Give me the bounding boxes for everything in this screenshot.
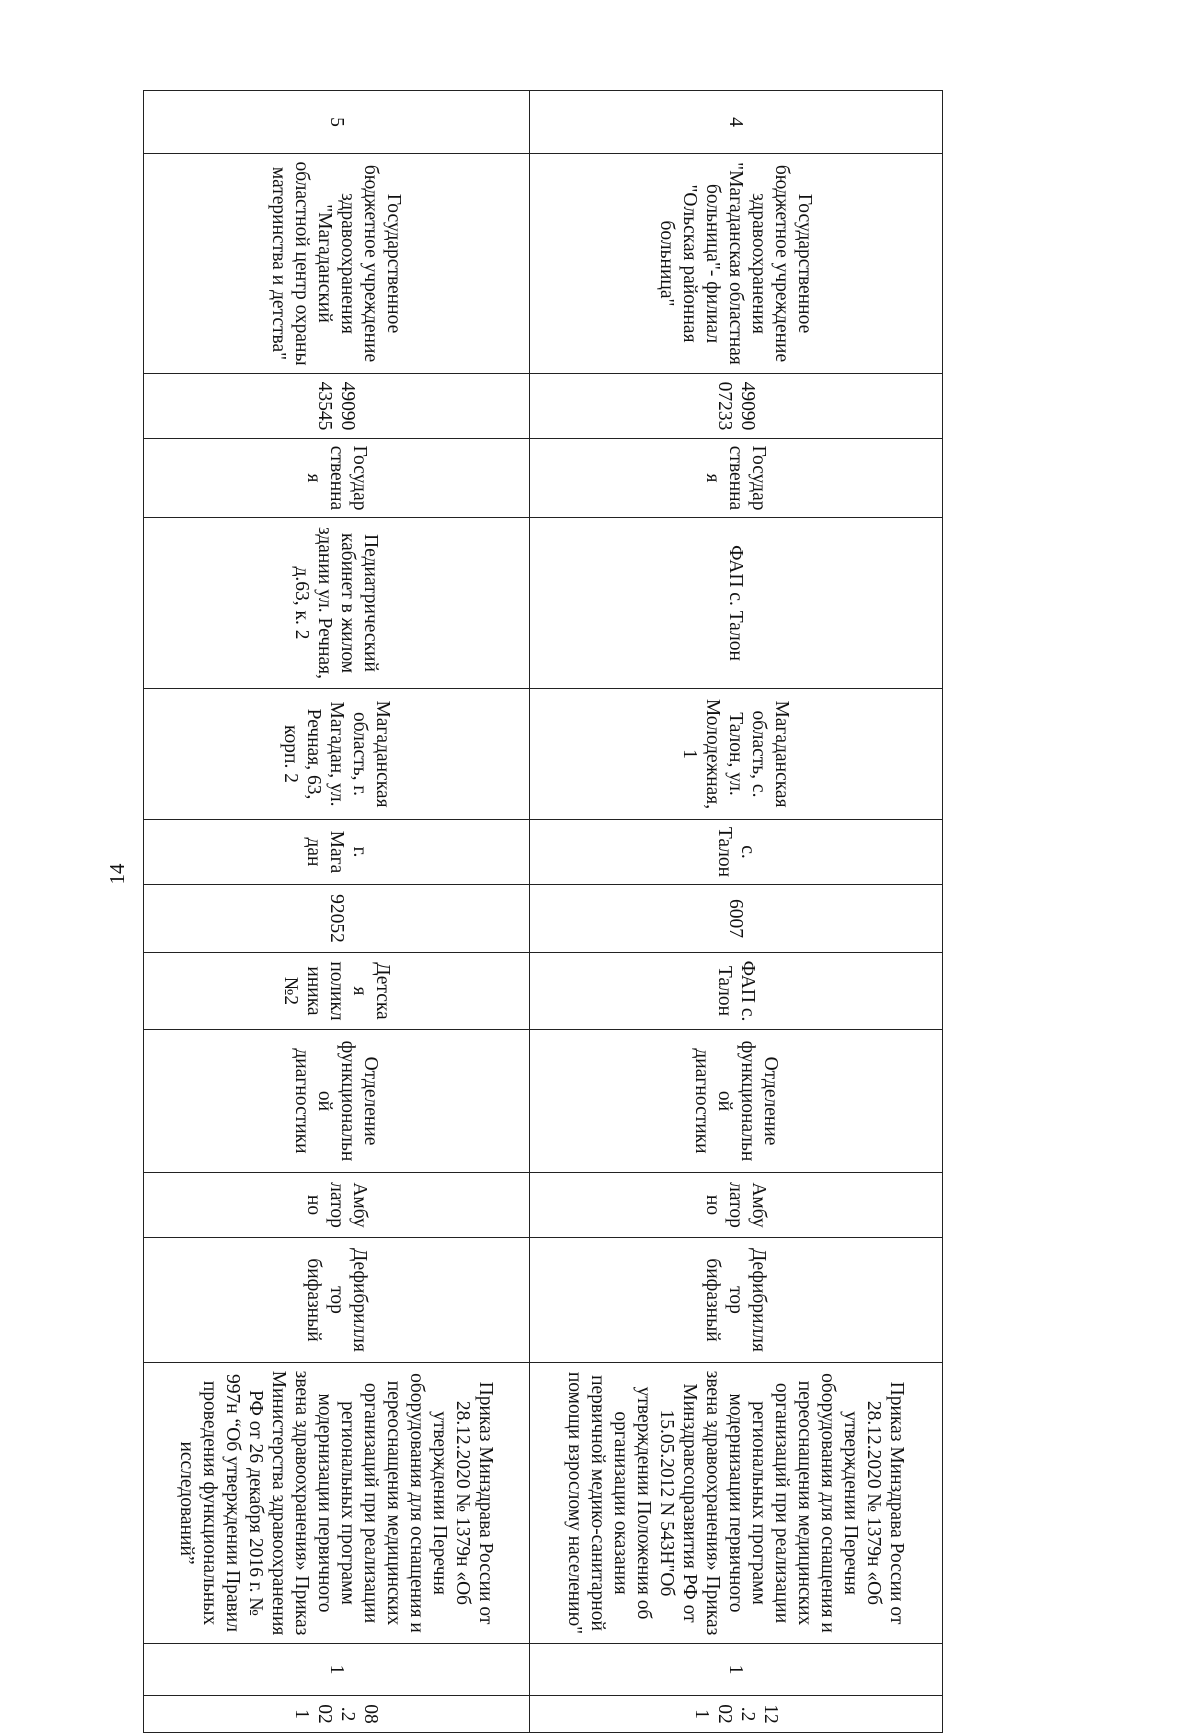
page-number: 14 [105, 863, 129, 885]
department: Отделение функциональной диагностики [529, 1030, 942, 1173]
facility: ФАП с. Талон [529, 953, 942, 1030]
subdivision: ФАП с. Талон [529, 518, 942, 689]
row-number: 4 [529, 91, 942, 154]
ownership-form: Государственная [144, 439, 530, 518]
equipment-table [143, 90, 943, 1733]
quantity: 1 [144, 1644, 530, 1696]
inn: 4909043545 [144, 374, 530, 439]
organization-name: Государственное бюджетное учреждение здравоохранения "Магаданская областная больница"- филиал "Ольская районная больница" [529, 154, 942, 374]
equipment-name: Дефибриллятор бифазный [144, 1238, 530, 1363]
locality-code: 6007 [529, 885, 942, 953]
inn: 4909007233 [529, 374, 942, 439]
regulatory-basis: Приказ Минздрава России от 28.12.2020 № 1379н «Об утверждении Перечня оборудования для оснащения и переоснащения медицинских организаций при реализации региональных программ модернизации первичного звена здравоохранения» Приказ Минздравсоцразвития РФ от 15.05.2012 N 543Н"Об утверждении Положения об организации оказания первичной медико-санитарной помощи взрослому населению" [529, 1363, 942, 1644]
regulatory-basis: Приказ Минздрава России от 28.12.2020 № 1379н «Об утверждении Перечня оборудования для оснащения и переоснащения медицинских организаций при реализации региональных программ модернизации первичного звена здравоохранения» Приказ Министерства здравоохранения РФ от 26 декабря 2016 г. № 997н “Об утверждении Правил проведения функциональных исследований” [144, 1363, 530, 1644]
ownership-form: Государственная [529, 439, 942, 518]
address: Магаданская область, с. Талон, ул. Молодежная, 1 [529, 689, 942, 820]
date: 08.2021 [144, 1696, 530, 1733]
care-condition: Амбулаторно [144, 1173, 530, 1238]
date: 12.2021 [529, 1696, 942, 1733]
quantity: 1 [529, 1644, 942, 1696]
care-condition: Амбулаторно [529, 1173, 942, 1238]
locality: с. Талон [529, 820, 942, 885]
equipment-table-rotated [143, 90, 943, 1724]
equipment-name: Дефибриллятор бифазный [529, 1238, 942, 1363]
table-row [144, 91, 530, 1733]
subdivision: Педиатрический кабинет в жилом здании ул. Речная, д.63, к. 2 [144, 518, 530, 689]
locality-code: 92052 [144, 885, 530, 953]
facility: Детская поликлиника №2 [144, 953, 530, 1030]
department: Отделение функциональной диагностики [144, 1030, 530, 1173]
locality: г. Магадан [144, 820, 530, 885]
table-row [529, 91, 942, 1733]
organization-name: Государственное бюджетное учреждение здравоохранения "Магаданский областной центр охраны материнства и детства" [144, 154, 530, 374]
address: Магаданская область, г. Магадан, ул. Речная, 63, корп. 2 [144, 689, 530, 820]
row-number: 5 [144, 91, 530, 154]
